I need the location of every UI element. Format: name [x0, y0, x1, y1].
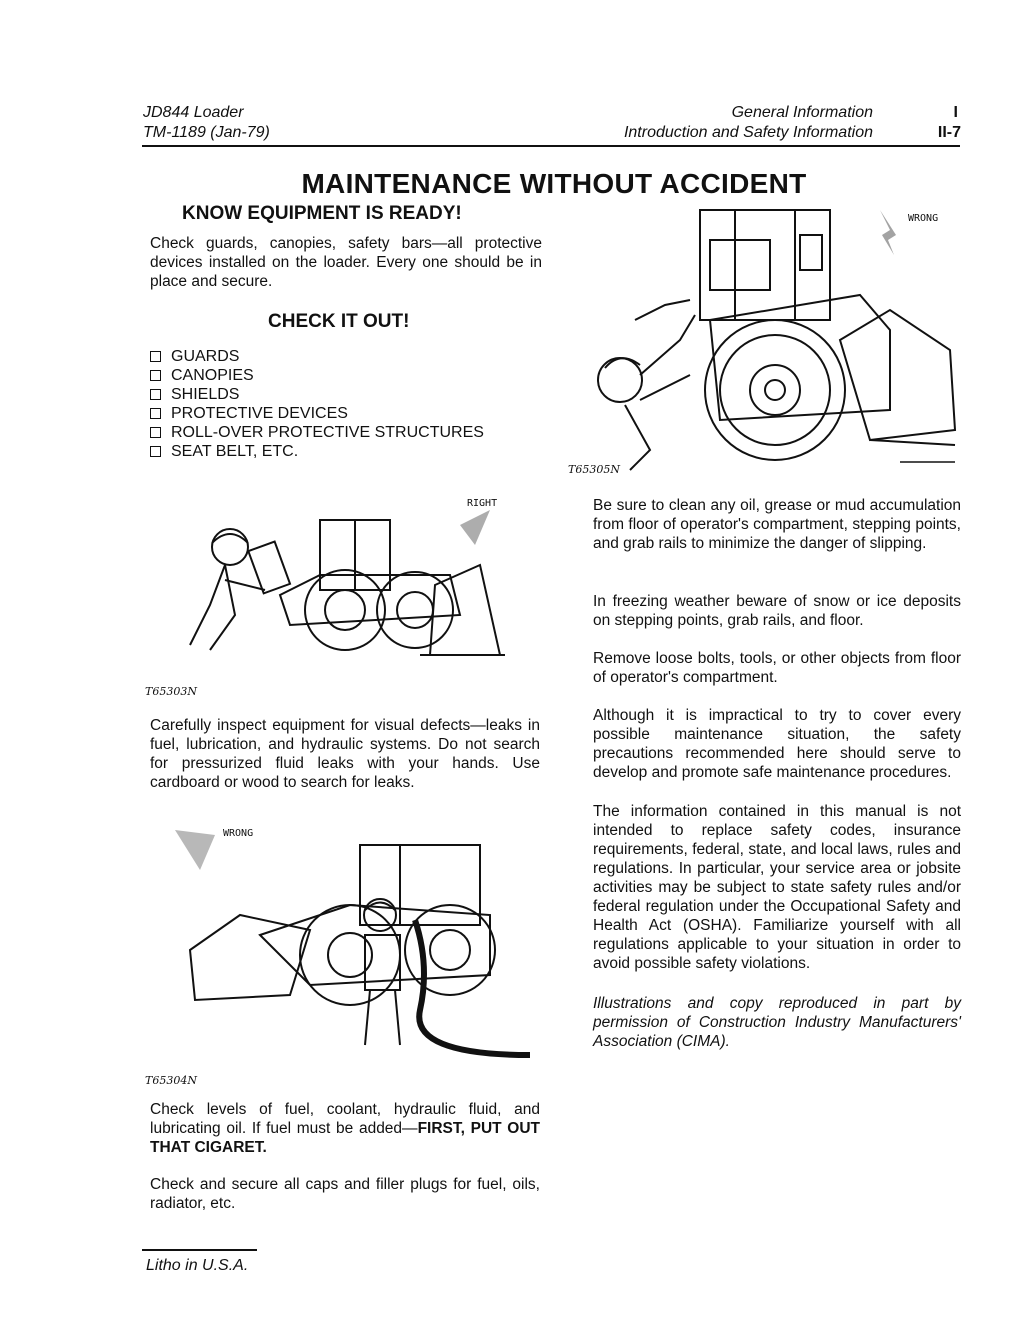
checklist	[150, 347, 484, 461]
fig3-caption: T65304N	[145, 1074, 197, 1087]
header-manual: TM-1189 (Jan-79)	[143, 124, 270, 141]
check-heading: CHECK IT OUT!	[268, 311, 410, 332]
impractical-paragraph: Although it is impractical to try to cover every possible maintenance situation, the safety precautions recommended here should serve to develop and promote safe maintenance procedures.	[593, 707, 961, 781]
checklist-item: SEAT BELT, ETC.	[150, 442, 484, 461]
checklist-item: ROLL-OVER PROTECTIVE STRUCTURES	[150, 423, 484, 442]
figure-loader-climbing-illustration	[560, 200, 960, 480]
header-section: General Information	[731, 104, 873, 121]
fig3-mark: WRONG	[223, 828, 254, 839]
checkbox-icon	[150, 427, 161, 438]
know-text: Check guards, canopies, safety bars—all protective devices installed on the loader. Every one should be in place and secure.	[150, 235, 542, 290]
freezing-paragraph: In freezing weather beware of snow or ice deposits on stepping points, grab rails, and floor.	[593, 593, 961, 629]
checklist-item: PROTECTIVE DEVICES	[150, 404, 484, 423]
header-rule	[142, 145, 960, 147]
figure-refueling-illustration	[170, 815, 540, 1060]
know-heading: KNOW EQUIPMENT IS READY!	[182, 203, 462, 224]
page-title: MAINTENANCE WITHOUT ACCIDENT	[301, 168, 807, 199]
figure-inspection-illustration	[170, 505, 510, 665]
caps-paragraph: Check and secure all caps and filler plugs for fuel, oils, radiator, etc.	[150, 1176, 540, 1212]
header-subsection: Introduction and Safety Information	[623, 124, 873, 141]
checklist-item: CANOPIES	[150, 366, 484, 385]
checklist-item: GUARDS	[150, 347, 484, 366]
fig2-mark: RIGHT	[467, 498, 498, 509]
info-paragraph: The information contained in this manual is not intended to replace safety codes, insurance requirements, federal, state, and local laws, rules and regulations. In particular, your service area or jobsite activities may be subject to state safety rules and/or federal regulation under the Occupational Safety and Health Act (OSHA). Familiarize yourself with all regulations applicable to your situation in order to avoid possible safety violations.	[593, 803, 961, 972]
header-model: JD844 Loader	[143, 104, 244, 121]
checkbox-icon	[150, 446, 161, 457]
inspect-paragraph: Carefully inspect equipment for visual defects—leaks in fuel, lubrication, and hydraulic systems. Do not search for pressurized fluid leaks with your hands. Use cardboard or wood to search for leaks.	[150, 717, 540, 791]
credit-paragraph: Illustrations and copy reproduced in part by permission of Construction Industry Manufacturers' Association (CIMA).	[593, 995, 961, 1050]
footer-rule	[142, 1249, 257, 1251]
checkbox-icon	[150, 370, 161, 381]
checkbox-icon	[150, 389, 161, 400]
fig1-caption: T65305N	[568, 463, 620, 476]
levels-paragraph: Check levels of fuel, coolant, hydraulic fluid, and lubricating oil. If fuel must be added—FIRST, PUT OUT THAT CIGARET.	[150, 1101, 540, 1156]
clean-paragraph: Be sure to clean any oil, grease or mud accumulation from floor of operator's compartment, stepping points, and grab rails to minimize the danger of slipping.	[593, 497, 961, 552]
header-page-number: II-7	[937, 124, 961, 141]
header-section-number: I	[953, 104, 958, 121]
fig1-mark: WRONG	[908, 213, 939, 224]
checkbox-icon	[150, 408, 161, 419]
fig2-caption: T65303N	[145, 685, 197, 698]
checkbox-icon	[150, 351, 161, 362]
checklist-item: SHIELDS	[150, 385, 484, 404]
footer-litho: Litho in U.S.A.	[146, 1257, 249, 1274]
remove-paragraph: Remove loose bolts, tools, or other objects from floor of operator's compartment.	[593, 650, 961, 686]
